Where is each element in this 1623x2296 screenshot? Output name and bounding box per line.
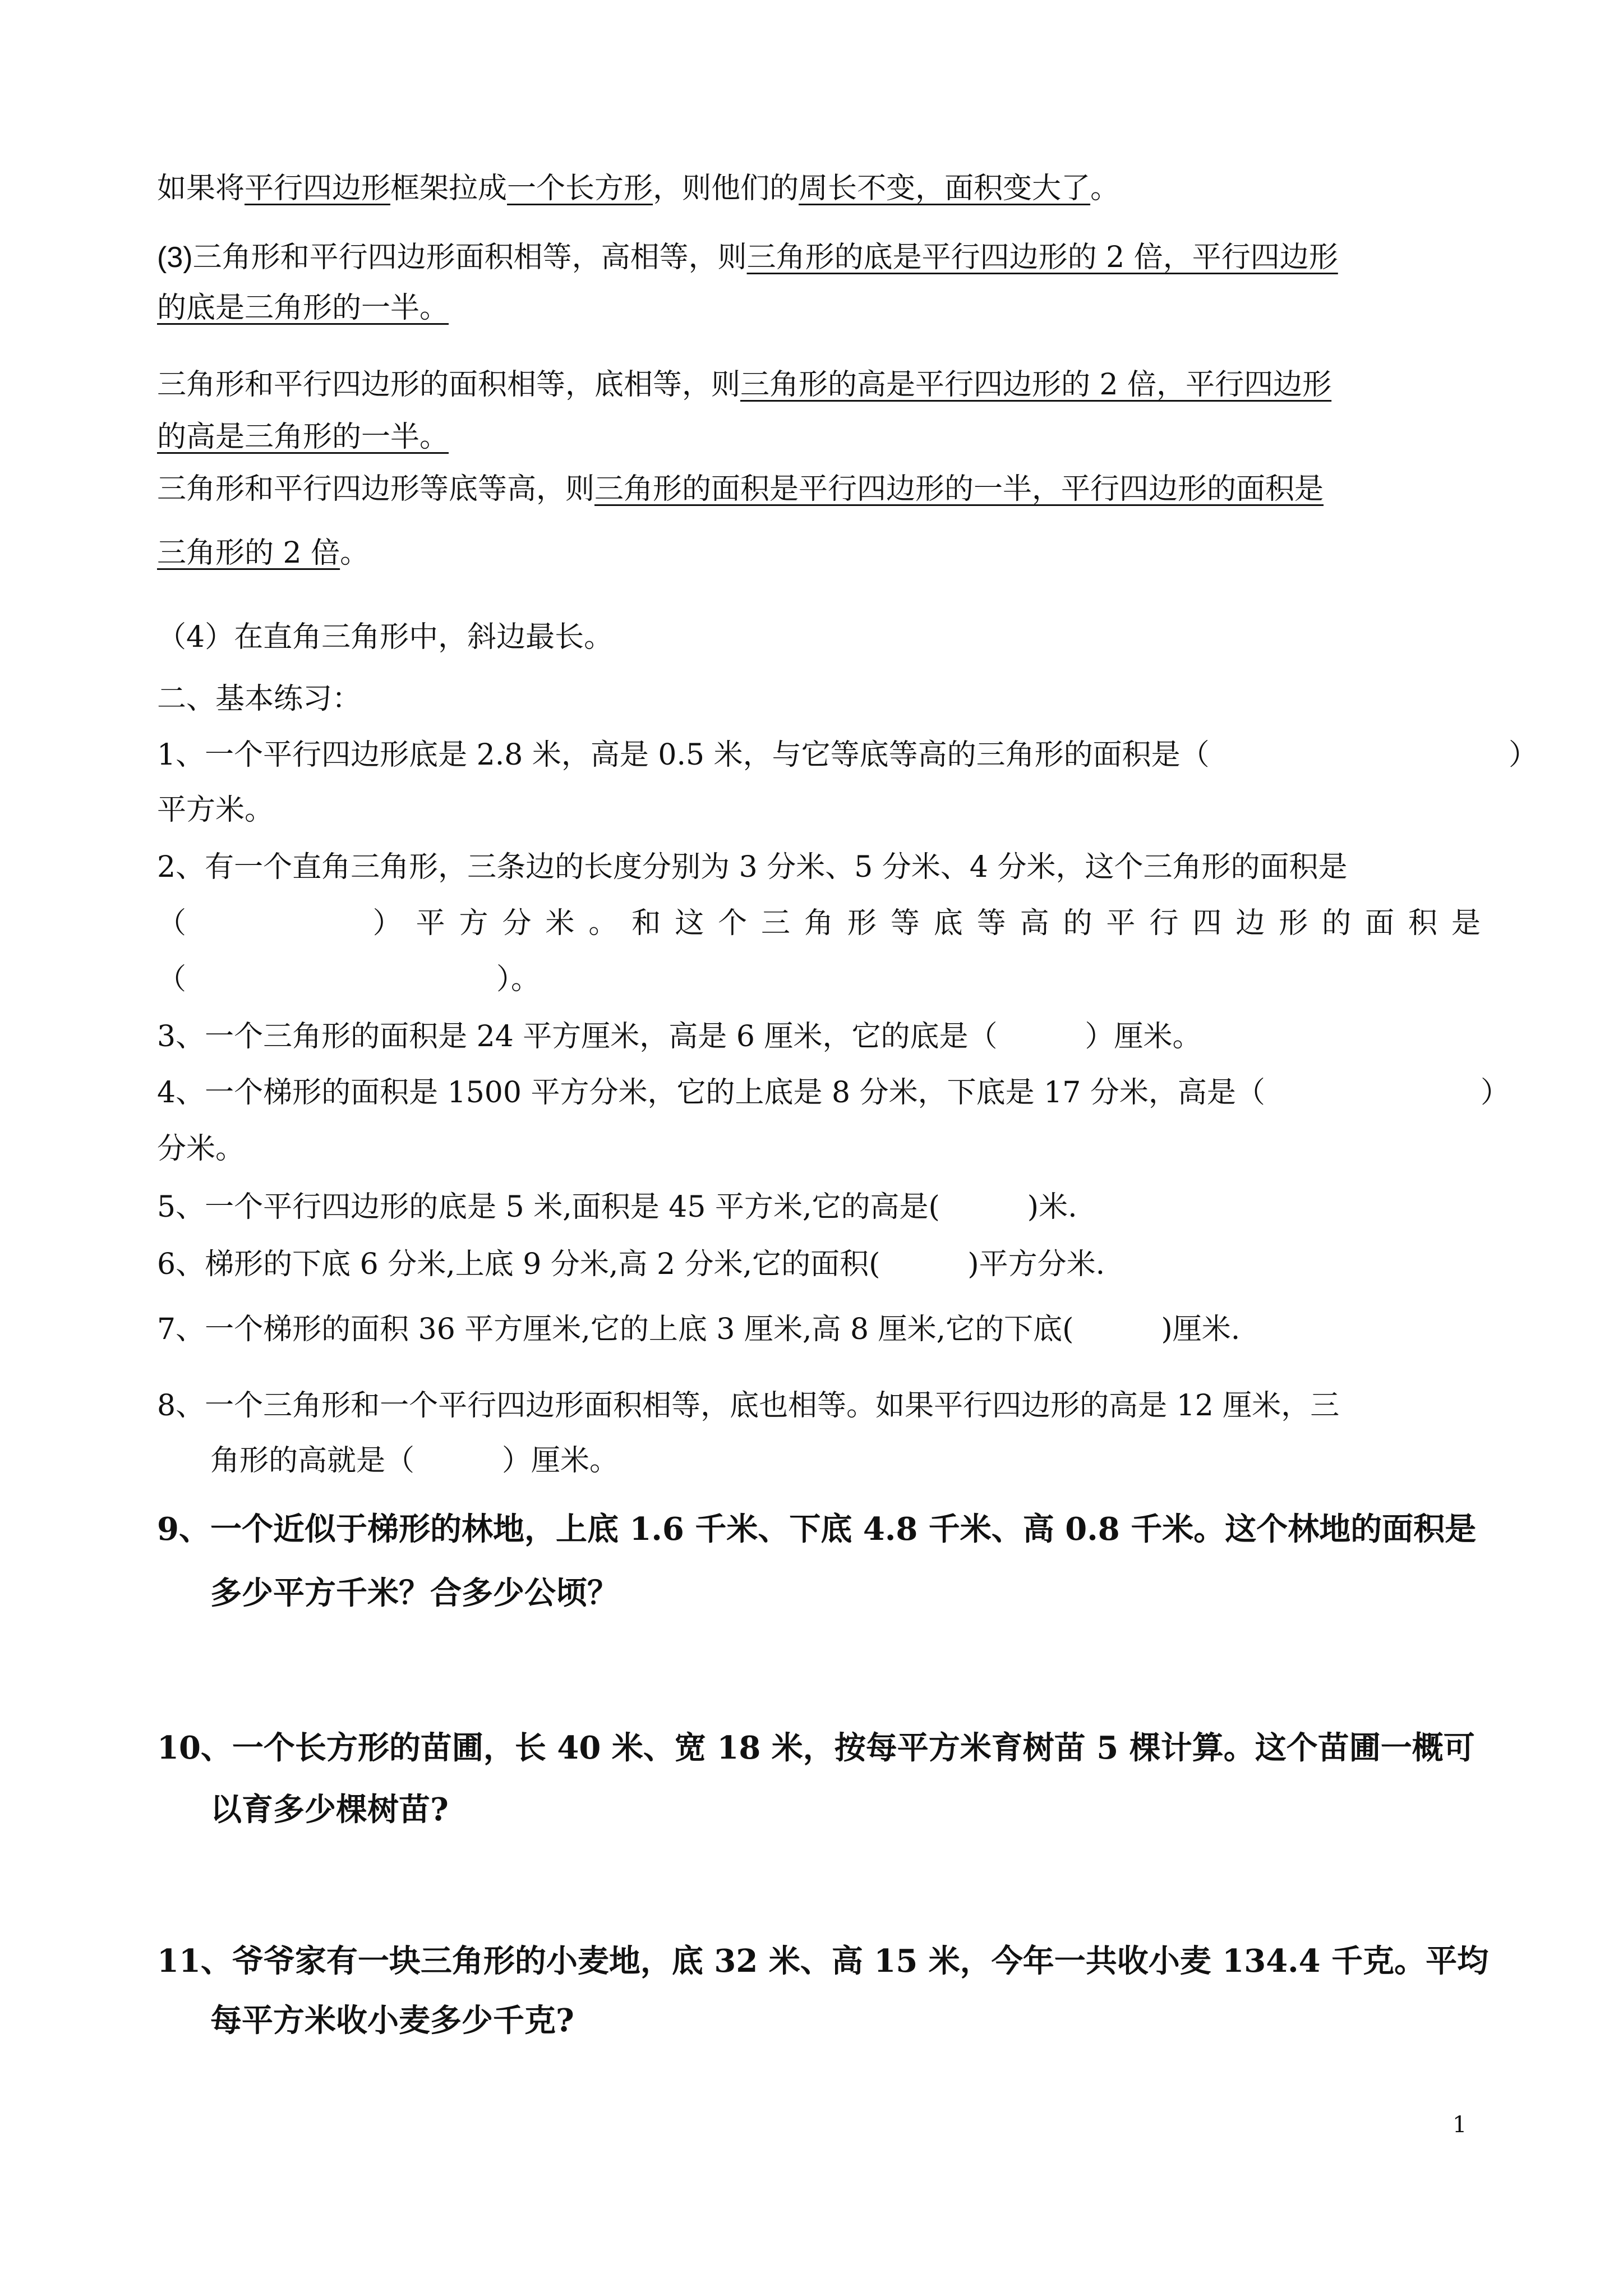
text-line-rule-3-area: 三角形和平行四边形等底等高，则三角形的面积是平行四边形的一半，平行四边形的面积是	[157, 472, 1324, 506]
question-2: 2、有一个直角三角形，三条边的长度分别为 3 分米、5 分米、4 分米，这个三角形的面积是	[157, 850, 1348, 884]
question-9-cont: 多少平方千米？合多少公顷？	[210, 1575, 619, 1612]
question-1-cont: 平方米。	[157, 793, 274, 827]
text-line-rule-3-height-cont: 的高是三角形的一半。	[157, 420, 449, 454]
question-2-cont-2: （ ）。	[157, 963, 541, 996]
question-5: 5、一个平行四边形的底是 5 米,面积是 45 平方米,它的高是( )米.	[157, 1190, 1077, 1224]
question-3: 3、一个三角形的面积是 24 平方厘米，高是 6 厘米，它的底是（ ）厘米。	[157, 1020, 1202, 1053]
text-line-rule-3-area-cont: 三角形的 2 倍。	[157, 536, 370, 570]
page-number: 1	[1453, 2112, 1467, 2138]
question-11-cont: 每平方米收小麦多少千克?	[210, 2002, 574, 2039]
question-2-cont: （ ）平方分米。和这个三角形等底等高的平行四边形的面积是	[157, 907, 1481, 940]
question-1: 1、一个平行四边形底是 2.8 米，高是 0.5 米，与它等底等高的三角形的面积是（ ）	[157, 738, 1538, 772]
question-4: 4、一个梯形的面积是 1500 平方分米，它的上底是 8 分米，下底是 17 分米，高是（ ）	[157, 1076, 1510, 1110]
question-7: 7、一个梯形的面积 36 平方厘米,它的上底 3 厘米,高 8 厘米,它的下底( )厘米.	[157, 1313, 1241, 1346]
text-line-rule-3-height: 三角形和平行四边形的面积相等，底相等，则三角形的高是平行四边形的 2 倍，平行四边形	[157, 368, 1332, 402]
section-heading-basic-practice: 二、基本练习：	[157, 682, 362, 716]
question-4-cont: 分米。	[157, 1132, 245, 1166]
question-8: 8、一个三角形和一个平行四边形面积相等，底也相等。如果平行四边形的高是 12 厘米，三	[157, 1389, 1340, 1423]
text-line-rule-4: （4）在直角三角形中，斜边最长。	[157, 620, 614, 654]
question-9: 9、一个近似于梯形的林地，上底 1.6 千米、下底 4.8 千米、高 0.8 千米。这个林地的面积是	[157, 1511, 1477, 1548]
question-11: 11、爷爷家有一块三角形的小麦地，底 32 米、高 15 米，今年一共收小麦 134.4 千克。平均	[157, 1943, 1489, 1980]
text-line-rule-3-base: (3)三角形和平行四边形面积相等，高相等，则三角形的底是平行四边形的 2 倍，平行四边形	[157, 241, 1338, 274]
question-10: 10、一个长方形的苗圃，长 40 米、宽 18 米，按每平方米育树苗 5 棵计算。这个苗圃一概可	[157, 1729, 1475, 1766]
text-line-perimeter: 如果将平行四边形框架拉成一个长方形，则他们的周长不变，面积变大了。	[157, 172, 1120, 205]
text-line-rule-3-base-cont: 的底是三角形的一半。	[157, 291, 449, 325]
question-8-cont: 角形的高就是（ ）厘米。	[210, 1444, 619, 1478]
question-6: 6、梯形的下底 6 分米,上底 9 分米,高 2 分米,它的面积( )平方分米.	[157, 1248, 1105, 1281]
question-10-cont: 以育多少棵树苗?	[210, 1791, 449, 1828]
